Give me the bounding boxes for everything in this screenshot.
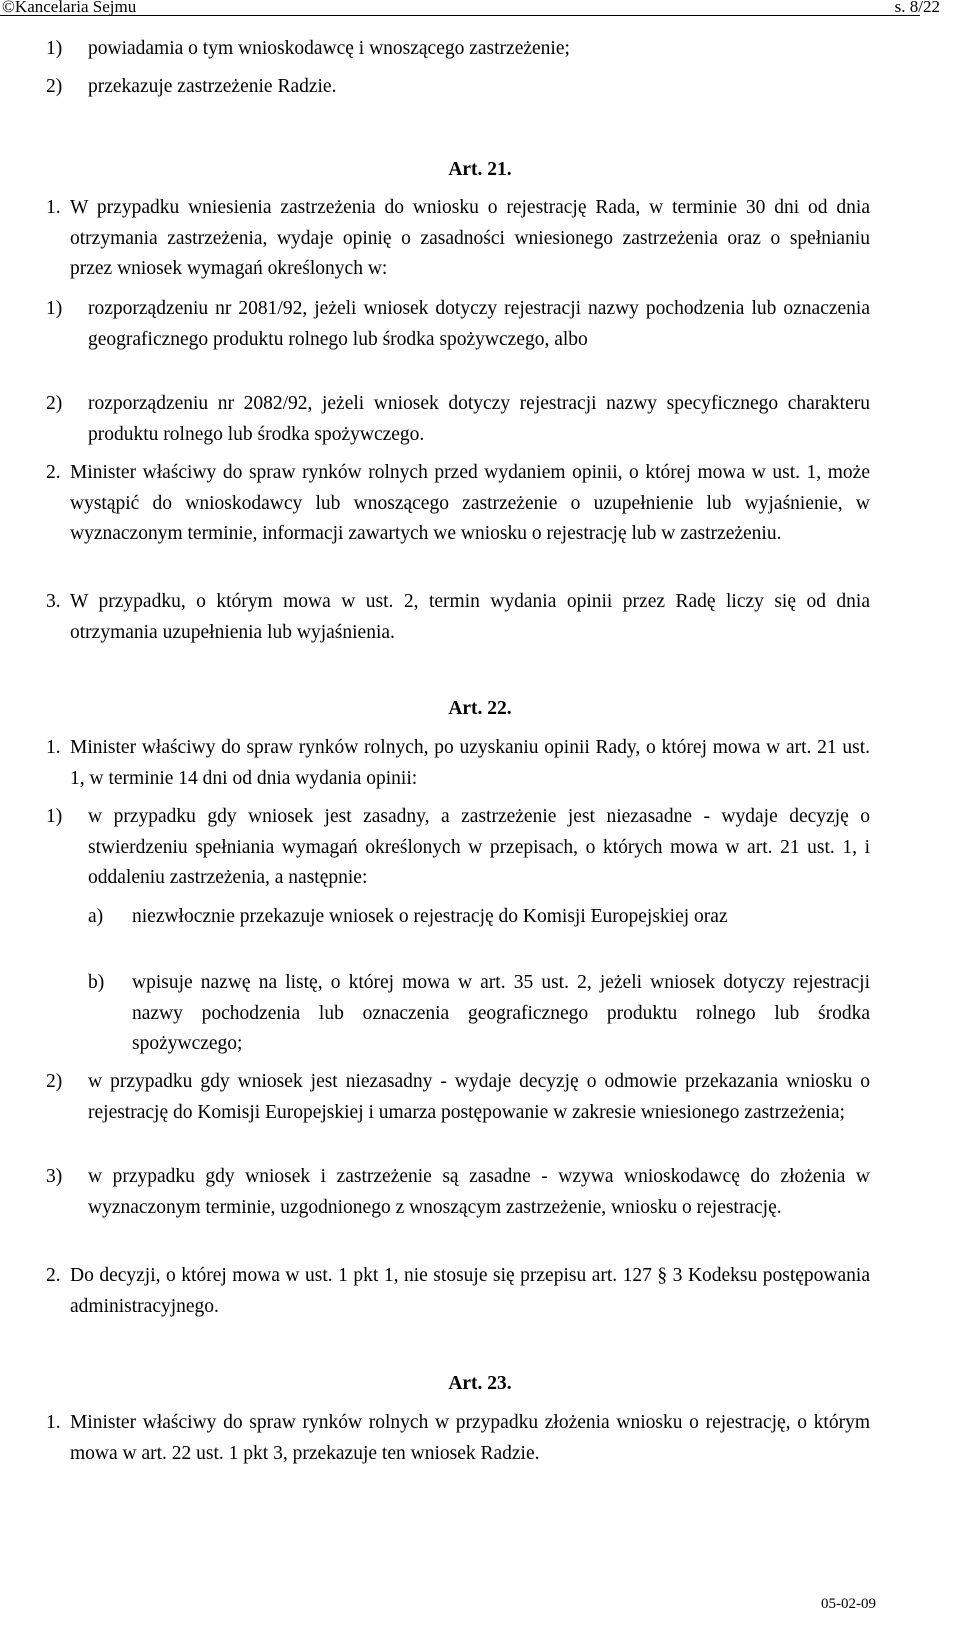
- art21-p1-item-2-text: rozporządzeniu nr 2082/92, jeżeli wniosek dotyczy rejestracji nazwy specyficznego charakteru produktu rolnego lub środka spożywczego.: [88, 393, 870, 445]
- art22-letter-a-label: a): [88, 906, 104, 927]
- art21-paragraph-3: [46, 587, 870, 648]
- art21-paragraph-3-text: W przypadku, o którym mowa w ust. 2, termin wydania opinii przez Radę liczy się od dnia otrzymania uzupełnienia lub wyjaśnienia.: [70, 591, 870, 643]
- art21-p1-item-2: [46, 389, 870, 450]
- art21-paragraph-1: [46, 193, 870, 285]
- intro-item-1-number: 1): [46, 38, 63, 59]
- art21-paragraph-3-number: 3.: [46, 591, 61, 612]
- art22-p1-item-3-text: w przypadku gdy wniosek i zastrzeżenie są zasadne - wzywa wnioskodawcę do złożenia w wyznaczonym terminie, uzgodnionego z wnoszącym zastrzeżenie, wniosku o rejestrację.: [88, 1166, 870, 1218]
- header-page-number: s. 8/22: [894, 0, 940, 16]
- art23-paragraph-1: [46, 1408, 870, 1469]
- art22-p1-item-3-number: 3): [46, 1166, 63, 1187]
- art22-letter-b-label: b): [88, 972, 105, 993]
- art23-paragraph-1-text: Minister właściwy do spraw rynków rolnych w przypadku złożenia wniosku o rejestrację, o którym mowa w art. 22 ust. 1 pkt 3, przekazuje ten wniosek Radzie.: [70, 1412, 870, 1464]
- art22-p1-item-2-number: 2): [46, 1071, 63, 1092]
- article-22-title: Art. 22.: [448, 698, 512, 719]
- art22-p1-item-1: [46, 802, 870, 894]
- art22-paragraph-1-number: 1.: [46, 737, 61, 758]
- art22-paragraph-2-text: Do decyzji, o której mowa w ust. 1 pkt 1, nie stosuje się przepisu art. 127 § 3 Kodeksu postępowania administracyjnego.: [70, 1265, 870, 1317]
- art22-paragraph-2: [46, 1261, 870, 1322]
- intro-item-1: [46, 34, 870, 65]
- art21-p1-item-1-number: 1): [46, 298, 63, 319]
- art22-letter-b-text: wpisuje nazwę na listę, o której mowa w art. 35 ust. 2, jeżeli wniosek dotyczy rejestracji nazwy pochodzenia lub oznaczenia geograficznego produktu rolnego lub środka spożywczego;: [132, 972, 870, 1054]
- art22-p1-item-2: [46, 1067, 870, 1128]
- header-rule: [0, 15, 920, 16]
- art21-paragraph-2-number: 2.: [46, 462, 61, 483]
- art22-p1-item-3: [46, 1162, 870, 1223]
- intro-item-1-text: powiadamia o tym wnioskodawcę i wnoszącego zastrzeżenie;: [88, 38, 570, 59]
- art22-letter-a-text: niezwłocznie przekazuje wniosek o rejestrację do Komisji Europejskiej oraz: [132, 906, 728, 927]
- art22-p1-item-2-text: w przypadku gdy wniosek jest niezasadny - wydaje decyzję o odmowie przekazania wniosku o rejestrację do Komisji Europejskiej i umarza postępowanie w zakresie wniesionego zastrzeżenia;: [88, 1071, 870, 1123]
- art23-paragraph-1-number: 1.: [46, 1412, 61, 1433]
- intro-item-2-number: 2): [46, 76, 63, 97]
- art22-p1-item-1-number: 1): [46, 806, 63, 827]
- art22-p1-item-1-text: w przypadku gdy wniosek jest zasadny, a zastrzeżenie jest niezasadne - wydaje decyzję o stwierdzeniu spełniania wymagań określonych w przepisach, o których mowa w art. 21 ust. 1, i oddaleniu zastrzeżenia, a następnie:: [88, 806, 870, 888]
- page-header: [0, 0, 940, 20]
- art21-paragraph-1-text: W przypadku wniesienia zastrzeżenia do wniosku o rejestrację Rada, w terminie 30 dni od dnia otrzymania zastrzeżenia, wydaje opinię o zasadności wniesionego zastrzeżenia oraz o spełnianiu przez wniosek wymagań określonych w:: [70, 197, 870, 279]
- art22-letter-b: [88, 968, 870, 1060]
- art21-paragraph-2: [46, 458, 870, 550]
- art22-paragraph-2-number: 2.: [46, 1265, 61, 1286]
- art21-p1-item-1-text: rozporządzeniu nr 2081/92, jeżeli wniosek dotyczy rejestracji nazwy pochodzenia lub oznaczenia geograficznego produktu rolnego lub środka spożywczego, albo: [88, 298, 870, 350]
- header-source: ©Kancelaria Sejmu: [2, 0, 137, 16]
- article-21-title: Art. 21.: [448, 159, 512, 180]
- art21-p1-item-2-number: 2): [46, 393, 63, 414]
- intro-item-2: [46, 72, 870, 103]
- art22-paragraph-1: [46, 733, 870, 794]
- footer-date: 05-02-09: [821, 1596, 876, 1612]
- art21-p1-item-1: [46, 294, 870, 355]
- art21-paragraph-2-text: Minister właściwy do spraw rynków rolnych przed wydaniem opinii, o której mowa w ust. 1, może wystąpić do wnioskodawcy lub wnoszącego zastrzeżenie o uzupełnienie lub wyjaśnienie, w wyznaczonym terminie, informacji zawartych we wniosku o rejestrację lub w zastrzeżeniu.: [70, 462, 870, 544]
- art22-paragraph-1-text: Minister właściwy do spraw rynków rolnych, po uzyskaniu opinii Rady, o której mowa w art. 21 ust. 1, w terminie 14 dni od dnia wydania opinii:: [70, 737, 870, 789]
- art21-paragraph-1-number: 1.: [46, 197, 61, 218]
- article-23-title: Art. 23.: [448, 1373, 512, 1394]
- art22-letter-a: [88, 902, 870, 933]
- intro-item-2-text: przekazuje zastrzeżenie Radzie.: [88, 76, 337, 97]
